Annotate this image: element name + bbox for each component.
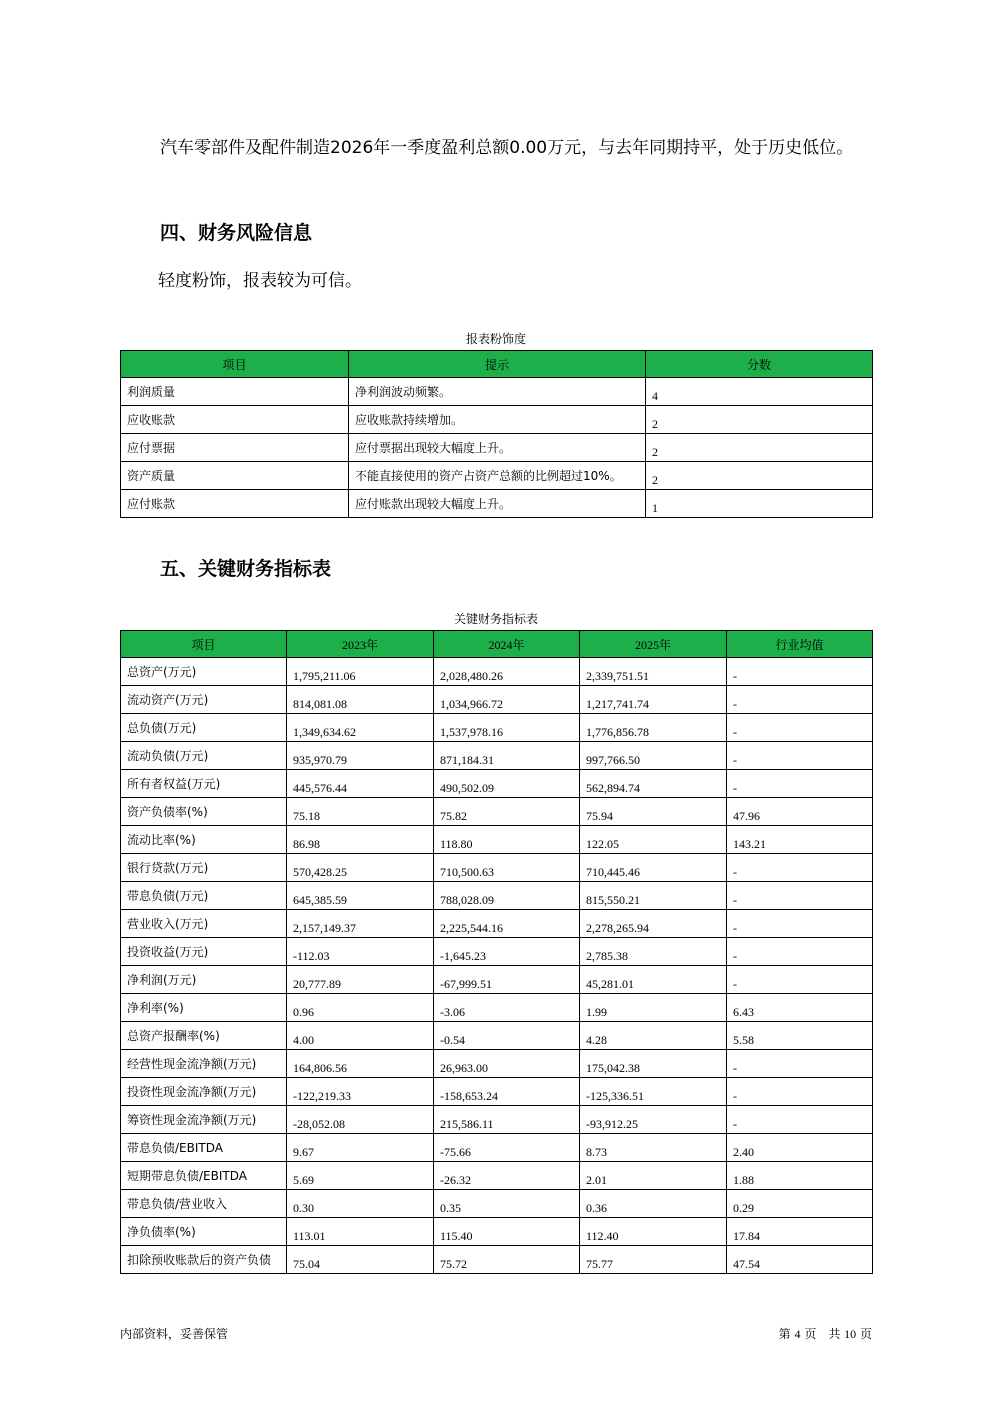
table-cell: - — [727, 854, 873, 882]
table-row — [121, 1106, 873, 1134]
table-cell: 1.99 — [580, 994, 727, 1022]
table-cell: 20,777.89 — [287, 966, 434, 994]
table-cell: 0.35 — [434, 1190, 580, 1218]
table-cell: -125,336.51 — [580, 1078, 727, 1106]
risk-table-header — [121, 351, 873, 378]
table-cell: - — [727, 882, 873, 910]
table-cell: 总资产(万元) — [121, 658, 287, 686]
page-current: 4 — [794, 1327, 801, 1341]
table-cell: 118.80 — [434, 826, 580, 854]
header-item: 项目 — [121, 631, 287, 658]
table-cell: 8.73 — [580, 1134, 727, 1162]
table-cell: 总负债(万元) — [121, 714, 287, 742]
table-row — [121, 854, 873, 882]
table-cell: 带息负债/EBITDA — [121, 1134, 287, 1162]
table-cell: - — [727, 714, 873, 742]
page-mid: 页 共 — [804, 1327, 841, 1341]
table-cell: 营业收入(万元) — [121, 910, 287, 938]
table-cell: 带息负债/营业收入 — [121, 1190, 287, 1218]
table-cell: 112.40 — [580, 1218, 727, 1246]
metrics-table-caption: 关键财务指标表 — [453, 612, 538, 626]
table-cell: -28,052.08 — [287, 1106, 434, 1134]
table-cell: 710,500.63 — [434, 854, 580, 882]
header-year-2023: 2023年 — [287, 631, 434, 658]
table-cell: 经营性现金流净额(万元) — [121, 1050, 287, 1078]
table-cell: 17.84 — [727, 1218, 873, 1246]
table-cell: 562,894.74 — [580, 770, 727, 798]
table-row — [121, 1078, 873, 1106]
table-cell: 4.00 — [287, 1022, 434, 1050]
table-cell: 净利润波动频繁。 — [349, 378, 646, 406]
table-cell: 113.01 — [287, 1218, 434, 1246]
table-cell: -3.06 — [434, 994, 580, 1022]
table-row — [121, 938, 873, 966]
table-cell: 26,963.00 — [434, 1050, 580, 1078]
table-cell: 流动资产(万元) — [121, 686, 287, 714]
table-cell: 5.69 — [287, 1162, 434, 1190]
table-cell: 流动负债(万元) — [121, 742, 287, 770]
header-hint: 提示 — [349, 351, 646, 378]
table-row — [121, 378, 873, 406]
table-row — [121, 434, 873, 462]
header-item: 项目 — [121, 351, 349, 378]
header-score: 分数 — [646, 351, 873, 378]
table-cell: 75.77 — [580, 1246, 727, 1274]
table-row — [121, 714, 873, 742]
table-cell: 9.67 — [287, 1134, 434, 1162]
table-row — [121, 1050, 873, 1078]
table-cell: 资产负债率(%) — [121, 798, 287, 826]
table-cell: 资产质量 — [121, 462, 349, 490]
table-cell: - — [727, 1078, 873, 1106]
table-cell: 2,028,480.26 — [434, 658, 580, 686]
table-cell: - — [727, 742, 873, 770]
table-row — [121, 686, 873, 714]
table-row — [121, 742, 873, 770]
table-cell: 应付账款 — [121, 490, 349, 518]
table-cell: 0.96 — [287, 994, 434, 1022]
footer-confidential: 内部资料，妥善保管 — [120, 1327, 229, 1341]
table-cell: 86.98 — [287, 826, 434, 854]
table-cell: 所有者权益(万元) — [121, 770, 287, 798]
table-row — [121, 826, 873, 854]
footer-page-number — [779, 1325, 872, 1342]
table-cell: 75.04 — [287, 1246, 434, 1274]
table-row — [121, 490, 873, 518]
risk-table-caption: 报表粉饰度 — [465, 332, 526, 346]
table-cell: -158,653.24 — [434, 1078, 580, 1106]
table-cell: 2.01 — [580, 1162, 727, 1190]
table-cell: 投资性现金流净额(万元) — [121, 1078, 287, 1106]
table-cell: 应付票据出现较大幅度上升。 — [349, 434, 646, 462]
table-cell: 75.18 — [287, 798, 434, 826]
table-cell: 814,081.08 — [287, 686, 434, 714]
table-cell: 不能直接使用的资产占资产总额的比例超过10%。 — [349, 462, 646, 490]
table-cell: 应收账款 — [121, 406, 349, 434]
table-cell: -112.03 — [287, 938, 434, 966]
section5-heading: 五、关键财务指标表 — [160, 558, 332, 580]
table-cell: 筹资性现金流净额(万元) — [121, 1106, 287, 1134]
table-cell: 445,576.44 — [287, 770, 434, 798]
table-row — [121, 966, 873, 994]
table-cell: 应收账款持续增加。 — [349, 406, 646, 434]
table-cell: 935,970.79 — [287, 742, 434, 770]
metrics-table — [120, 630, 873, 1274]
header-year-2025: 2025年 — [580, 631, 727, 658]
table-cell: 1 — [646, 490, 873, 518]
table-cell: 122.05 — [580, 826, 727, 854]
table-cell: 2,157,149.37 — [287, 910, 434, 938]
table-cell: 1,795,211.06 — [287, 658, 434, 686]
table-cell: 2,225,544.16 — [434, 910, 580, 938]
table-cell: -93,912.25 — [580, 1106, 727, 1134]
page-suffix: 页 — [859, 1327, 872, 1341]
header-industry-average: 行业均值 — [727, 631, 873, 658]
table-cell: 215,586.11 — [434, 1106, 580, 1134]
table-cell: -1,645.23 — [434, 938, 580, 966]
table-row — [121, 406, 873, 434]
table-row — [121, 882, 873, 910]
table-row — [121, 1134, 873, 1162]
table-cell: 871,184.31 — [434, 742, 580, 770]
table-cell: 短期带息负债/EBITDA — [121, 1162, 287, 1190]
table-cell: 1,034,966.72 — [434, 686, 580, 714]
table-cell: 带息负债(万元) — [121, 882, 287, 910]
table-cell: 175,042.38 — [580, 1050, 727, 1078]
table-cell: 2 — [646, 406, 873, 434]
table-row — [121, 1218, 873, 1246]
table-cell: 645,385.59 — [287, 882, 434, 910]
table-cell: 净利率(%) — [121, 994, 287, 1022]
table-row — [121, 798, 873, 826]
table-cell: 1.88 — [727, 1162, 873, 1190]
table-cell: 115.40 — [434, 1218, 580, 1246]
table-cell: 997,766.50 — [580, 742, 727, 770]
table-cell: 47.96 — [727, 798, 873, 826]
table-cell: 2,278,265.94 — [580, 910, 727, 938]
table-cell: 0.30 — [287, 1190, 434, 1218]
table-cell: 710,445.46 — [580, 854, 727, 882]
table-cell: 815,550.21 — [580, 882, 727, 910]
table-row — [121, 658, 873, 686]
table-cell: 143.21 — [727, 826, 873, 854]
table-cell: 2 — [646, 434, 873, 462]
table-cell: 应付票据 — [121, 434, 349, 462]
table-cell: - — [727, 1106, 873, 1134]
table-cell: 6.43 — [727, 994, 873, 1022]
table-row — [121, 770, 873, 798]
table-cell: - — [727, 770, 873, 798]
risk-table — [120, 350, 873, 518]
table-row — [121, 1022, 873, 1050]
table-row — [121, 1190, 873, 1218]
table-cell: 1,537,978.16 — [434, 714, 580, 742]
table-cell: 2,785.38 — [580, 938, 727, 966]
header-year-2024: 2024年 — [434, 631, 580, 658]
table-row — [121, 910, 873, 938]
table-cell: - — [727, 686, 873, 714]
table-cell: 应付账款出现较大幅度上升。 — [349, 490, 646, 518]
table-cell: 75.94 — [580, 798, 727, 826]
table-cell: -0.54 — [434, 1022, 580, 1050]
table-cell: 164,806.56 — [287, 1050, 434, 1078]
table-cell: 2,339,751.51 — [580, 658, 727, 686]
section4-heading: 四、财务风险信息 — [160, 222, 313, 244]
table-cell: 利润质量 — [121, 378, 349, 406]
table-cell: - — [727, 1050, 873, 1078]
table-cell: 1,349,634.62 — [287, 714, 434, 742]
page-prefix: 第 — [778, 1327, 791, 1341]
page-total: 10 — [844, 1327, 857, 1341]
table-cell: 47.54 — [727, 1246, 873, 1274]
table-row — [121, 462, 873, 490]
table-cell: 75.72 — [434, 1246, 580, 1274]
table-cell: 4.28 — [580, 1022, 727, 1050]
table-cell: - — [727, 658, 873, 686]
metrics-table-header — [121, 631, 873, 658]
table-row — [121, 1246, 873, 1274]
table-cell: 788,028.09 — [434, 882, 580, 910]
table-cell: 5.58 — [727, 1022, 873, 1050]
table-row — [121, 994, 873, 1022]
table-cell: -67,999.51 — [434, 966, 580, 994]
table-cell: 流动比率(%) — [121, 826, 287, 854]
table-cell: - — [727, 938, 873, 966]
table-cell: 0.29 — [727, 1190, 873, 1218]
table-cell: 总资产报酬率(%) — [121, 1022, 287, 1050]
table-cell: 净负债率(%) — [121, 1218, 287, 1246]
section4-summary: 轻度粉饰，报表较为可信。 — [158, 271, 362, 291]
table-cell: 0.36 — [580, 1190, 727, 1218]
table-cell: 1,217,741.74 — [580, 686, 727, 714]
table-cell: 45,281.01 — [580, 966, 727, 994]
table-cell: 2.40 — [727, 1134, 873, 1162]
table-cell: 扣除预收账款后的资产负债 — [121, 1246, 287, 1274]
table-cell: 75.82 — [434, 798, 580, 826]
table-cell: 银行贷款(万元) — [121, 854, 287, 882]
intro-paragraph: 汽车零部件及配件制造2026年一季度盈利总额0.00万元，与去年同期持平，处于历史低位。 — [160, 138, 854, 158]
table-cell: 4 — [646, 378, 873, 406]
table-cell: -26.32 — [434, 1162, 580, 1190]
table-cell: -75.66 — [434, 1134, 580, 1162]
table-cell: 2 — [646, 462, 873, 490]
table-row — [121, 1162, 873, 1190]
table-cell: 净利润(万元) — [121, 966, 287, 994]
table-cell: 570,428.25 — [287, 854, 434, 882]
table-cell: 490,502.09 — [434, 770, 580, 798]
table-cell: 1,776,856.78 — [580, 714, 727, 742]
table-cell: 投资收益(万元) — [121, 938, 287, 966]
table-cell: - — [727, 966, 873, 994]
table-cell: - — [727, 910, 873, 938]
table-cell: -122,219.33 — [287, 1078, 434, 1106]
